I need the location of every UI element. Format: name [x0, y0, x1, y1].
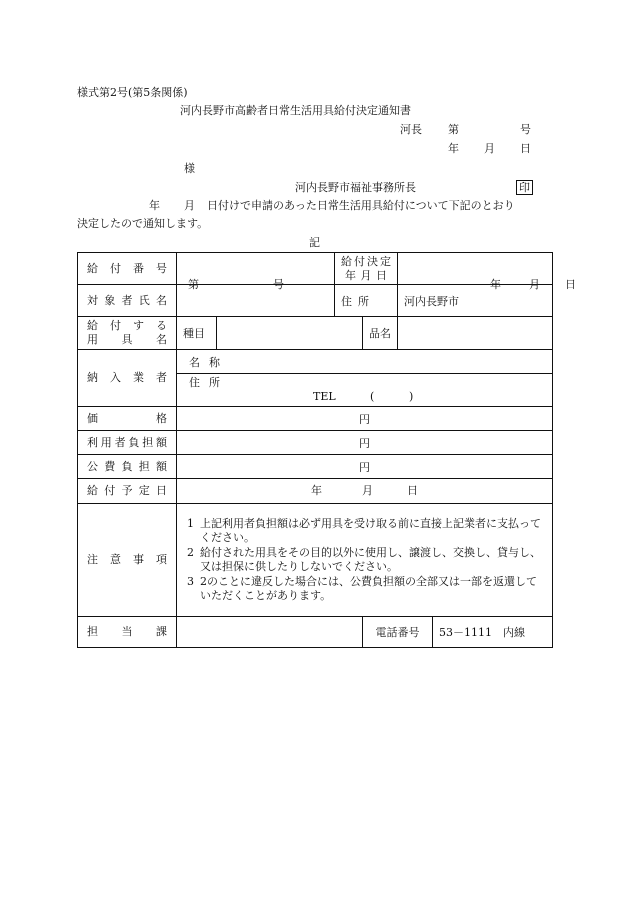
price-label: 価格: [78, 407, 177, 431]
row-equipment-name: [78, 317, 553, 350]
note-item: 2 給付された用具をその目的以外に使用し、譲渡し、交換し、貸与し、又は担保に供したりしないでください。: [187, 545, 541, 573]
scheduled-day: 日: [407, 484, 418, 497]
row-benefit-number: [78, 253, 553, 285]
equipment-type-value: [217, 317, 363, 350]
decision-date-label-1: 給付決定: [341, 254, 392, 268]
recipient-name-label: 対象者氏名: [78, 285, 177, 317]
department-label: 担当課: [78, 617, 177, 648]
supplier-tel-open: (: [370, 390, 375, 403]
note-item: 1 上記利用者負担額は必ず用具を受け取る前に直接上記業者に支払ってください。: [187, 516, 541, 544]
equipment-type-label: 種目: [177, 317, 217, 350]
doc-number-go: 号: [520, 123, 531, 136]
issue-month: 月: [484, 142, 495, 155]
issuer-name: 河内長野市福祉事務所長: [295, 181, 416, 194]
scheduled-date-label: 給付予定日: [78, 479, 177, 504]
document-title: 河内長野市高齢者日常生活用具給付決定通知書: [180, 104, 411, 117]
public-burden-label: 公費負担額: [78, 455, 177, 479]
notification-form-table: [77, 252, 577, 648]
user-burden-label: 利用者負担額: [78, 431, 177, 455]
row-public-burden: [78, 455, 553, 479]
row-scheduled-date: [78, 479, 553, 504]
supplier-tel-close: ): [409, 390, 414, 403]
decision-date-label-cell: [335, 253, 398, 285]
row-supplier-name: [78, 350, 553, 374]
issue-day: 日: [520, 142, 531, 155]
decision-date-label-2: 年月日: [345, 268, 388, 282]
notes-label: 注意事項: [78, 504, 177, 617]
supplier-name-label: 名称: [177, 350, 553, 374]
phone-label: 電話番号: [363, 617, 433, 648]
issue-year: 年: [448, 142, 459, 155]
decision-year: 年: [490, 277, 502, 291]
ki-heading: 記: [309, 236, 320, 249]
doc-number-dai: 第: [448, 123, 459, 136]
supplier-address-cell: [177, 374, 553, 407]
phone-value: 53－1111 内線: [433, 617, 553, 648]
equipment-name-label-1: 給付する: [87, 319, 167, 332]
decision-month: 月: [529, 277, 541, 291]
public-burden-unit: 円: [177, 455, 553, 479]
seal-mark: 印: [516, 180, 533, 195]
row-department: [78, 617, 553, 648]
equipment-item-value: [398, 317, 553, 350]
note-item: 3 2のことに違反した場合には、公費負担額の全部又は一部を返還していただくことがあります。: [187, 574, 537, 602]
benefit-number-label: 給付番号: [78, 253, 177, 285]
body-line-1: 日付けで申請のあった日常生活用具給付について下記のとおり: [207, 199, 515, 212]
benefit-number-dai: 第: [188, 277, 199, 291]
benefit-number-cell: [177, 253, 335, 291]
benefit-number-go: 号: [273, 277, 284, 291]
form-number: 様式第2号(第5条関係): [77, 86, 188, 99]
scheduled-date-cell: [177, 479, 553, 504]
body-month: 月: [184, 199, 195, 212]
equipment-name-label-cell: [78, 317, 177, 350]
department-value: [177, 617, 363, 648]
addressee-suffix: 様: [184, 162, 195, 175]
recipient-address-value: 河内長野市: [398, 285, 553, 317]
body-year: 年: [149, 199, 160, 212]
body-line-2: 決定したので通知します。: [77, 217, 209, 230]
row-user-burden: [78, 431, 553, 455]
user-burden-unit: 円: [177, 431, 553, 455]
row-recipient-name: [78, 285, 553, 317]
supplier-tel-label: TEL: [313, 390, 336, 403]
recipient-name-value: [177, 285, 335, 317]
row-price: [78, 407, 553, 431]
row-notes: [78, 504, 553, 617]
decision-day: 日: [565, 277, 577, 291]
scheduled-month: 月: [362, 484, 373, 497]
recipient-address-label: 住所: [335, 285, 398, 317]
scheduled-year: 年: [311, 484, 322, 497]
supplier-address-label: 住所: [189, 376, 229, 389]
decision-date-cell: [398, 253, 577, 291]
equipment-name-label-2: 用具名: [87, 333, 167, 346]
notes-list: [177, 504, 553, 617]
price-unit: 円: [177, 407, 553, 431]
equipment-item-label: 品名: [363, 317, 398, 350]
supplier-label: 納入業者: [78, 350, 177, 407]
doc-prefix: 河長: [400, 123, 422, 136]
